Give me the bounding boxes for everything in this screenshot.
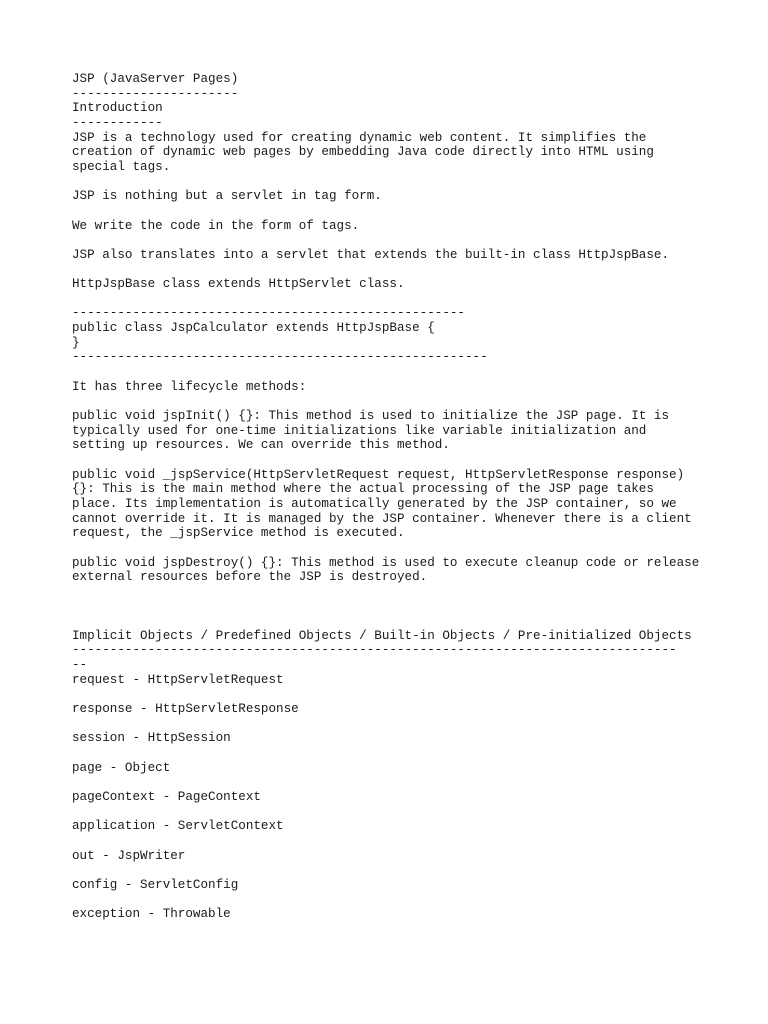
list-item: response - HttpServletResponse	[72, 702, 299, 717]
paragraph-line: special tags.	[72, 159, 171, 174]
implicit-objects-heading: Implicit Objects / Predefined Objects / Built-in Objects / Pre-initialized Objects	[72, 628, 692, 643]
list-item: session - HttpSession	[72, 731, 231, 746]
intro-paragraph	[72, 131, 712, 175]
paragraph-line: cannot override it. It is managed by the JSP container. Whenever there is a client	[72, 511, 692, 526]
paragraph-line: JSP is a technology used for creating dynamic web content. It simplifies the	[72, 130, 647, 145]
implicit-objects-list	[72, 673, 712, 922]
implicit-underline-wrap: --	[72, 658, 88, 673]
list-item: page - Object	[72, 760, 171, 775]
translates-paragraph: JSP also translates into a servlet that extends the built-in class HttpJspBase.	[72, 247, 670, 262]
document-page	[72, 72, 712, 922]
paragraph-line: external resources before the JSP is destroyed.	[72, 570, 428, 585]
code-block	[72, 306, 712, 365]
paragraph-line: public void jspInit() {}: This method is used to initialize the JSP page. It is	[72, 408, 670, 423]
paragraph-line: typically used for one-time initializations like variable initialization and	[72, 423, 647, 438]
list-item: config - ServletConfig	[72, 877, 239, 892]
tags-paragraph: We write the code in the form of tags.	[72, 218, 360, 233]
lifecycle-heading: It has three lifecycle methods:	[72, 379, 307, 394]
code-line: public class JspCalculator extends HttpJspBase {	[72, 321, 435, 336]
lifecycle-service-paragraph	[72, 468, 712, 541]
implicit-underline: --------------------------------------------------------------------------------	[72, 643, 677, 658]
lifecycle-destroy-paragraph	[72, 556, 712, 585]
list-item: application - ServletContext	[72, 819, 284, 834]
list-item: request - HttpServletRequest	[72, 672, 284, 687]
list-item: exception - Throwable	[72, 907, 231, 922]
code-line: }	[72, 335, 80, 350]
lifecycle-init-paragraph	[72, 409, 712, 453]
paragraph-line: place. Its implementation is automatically generated by the JSP container, so we	[72, 496, 677, 511]
paragraph-line: request, the _jspService method is executed.	[72, 526, 405, 541]
paragraph-line: creation of dynamic web pages by embedding Java code directly into HTML using	[72, 145, 654, 160]
paragraph-line: setting up resources. We can override this method.	[72, 438, 450, 453]
intro-heading: Introduction	[72, 101, 163, 116]
doc-title: JSP (JavaServer Pages)	[72, 72, 239, 86]
servlet-tag-paragraph: JSP is nothing but a servlet in tag form.	[72, 189, 382, 204]
list-item: pageContext - PageContext	[72, 789, 261, 804]
paragraph-line: public void jspDestroy() {}: This method is used to execute cleanup code or release	[72, 555, 700, 570]
extends-paragraph: HttpJspBase class extends HttpServlet class.	[72, 277, 405, 292]
paragraph-line: public void _jspService(HttpServletRequest request, HttpServletResponse response)	[72, 467, 685, 482]
code-rule-top: ----------------------------------------------------	[72, 306, 465, 321]
paragraph-line: {}: This is the main method where the actual processing of the JSP page takes	[72, 482, 654, 497]
intro-underline: ------------	[72, 115, 163, 130]
title-underline: ----------------------	[72, 86, 239, 101]
code-rule-bottom: -------------------------------------------------------	[72, 350, 488, 365]
list-item: out - JspWriter	[72, 848, 186, 863]
